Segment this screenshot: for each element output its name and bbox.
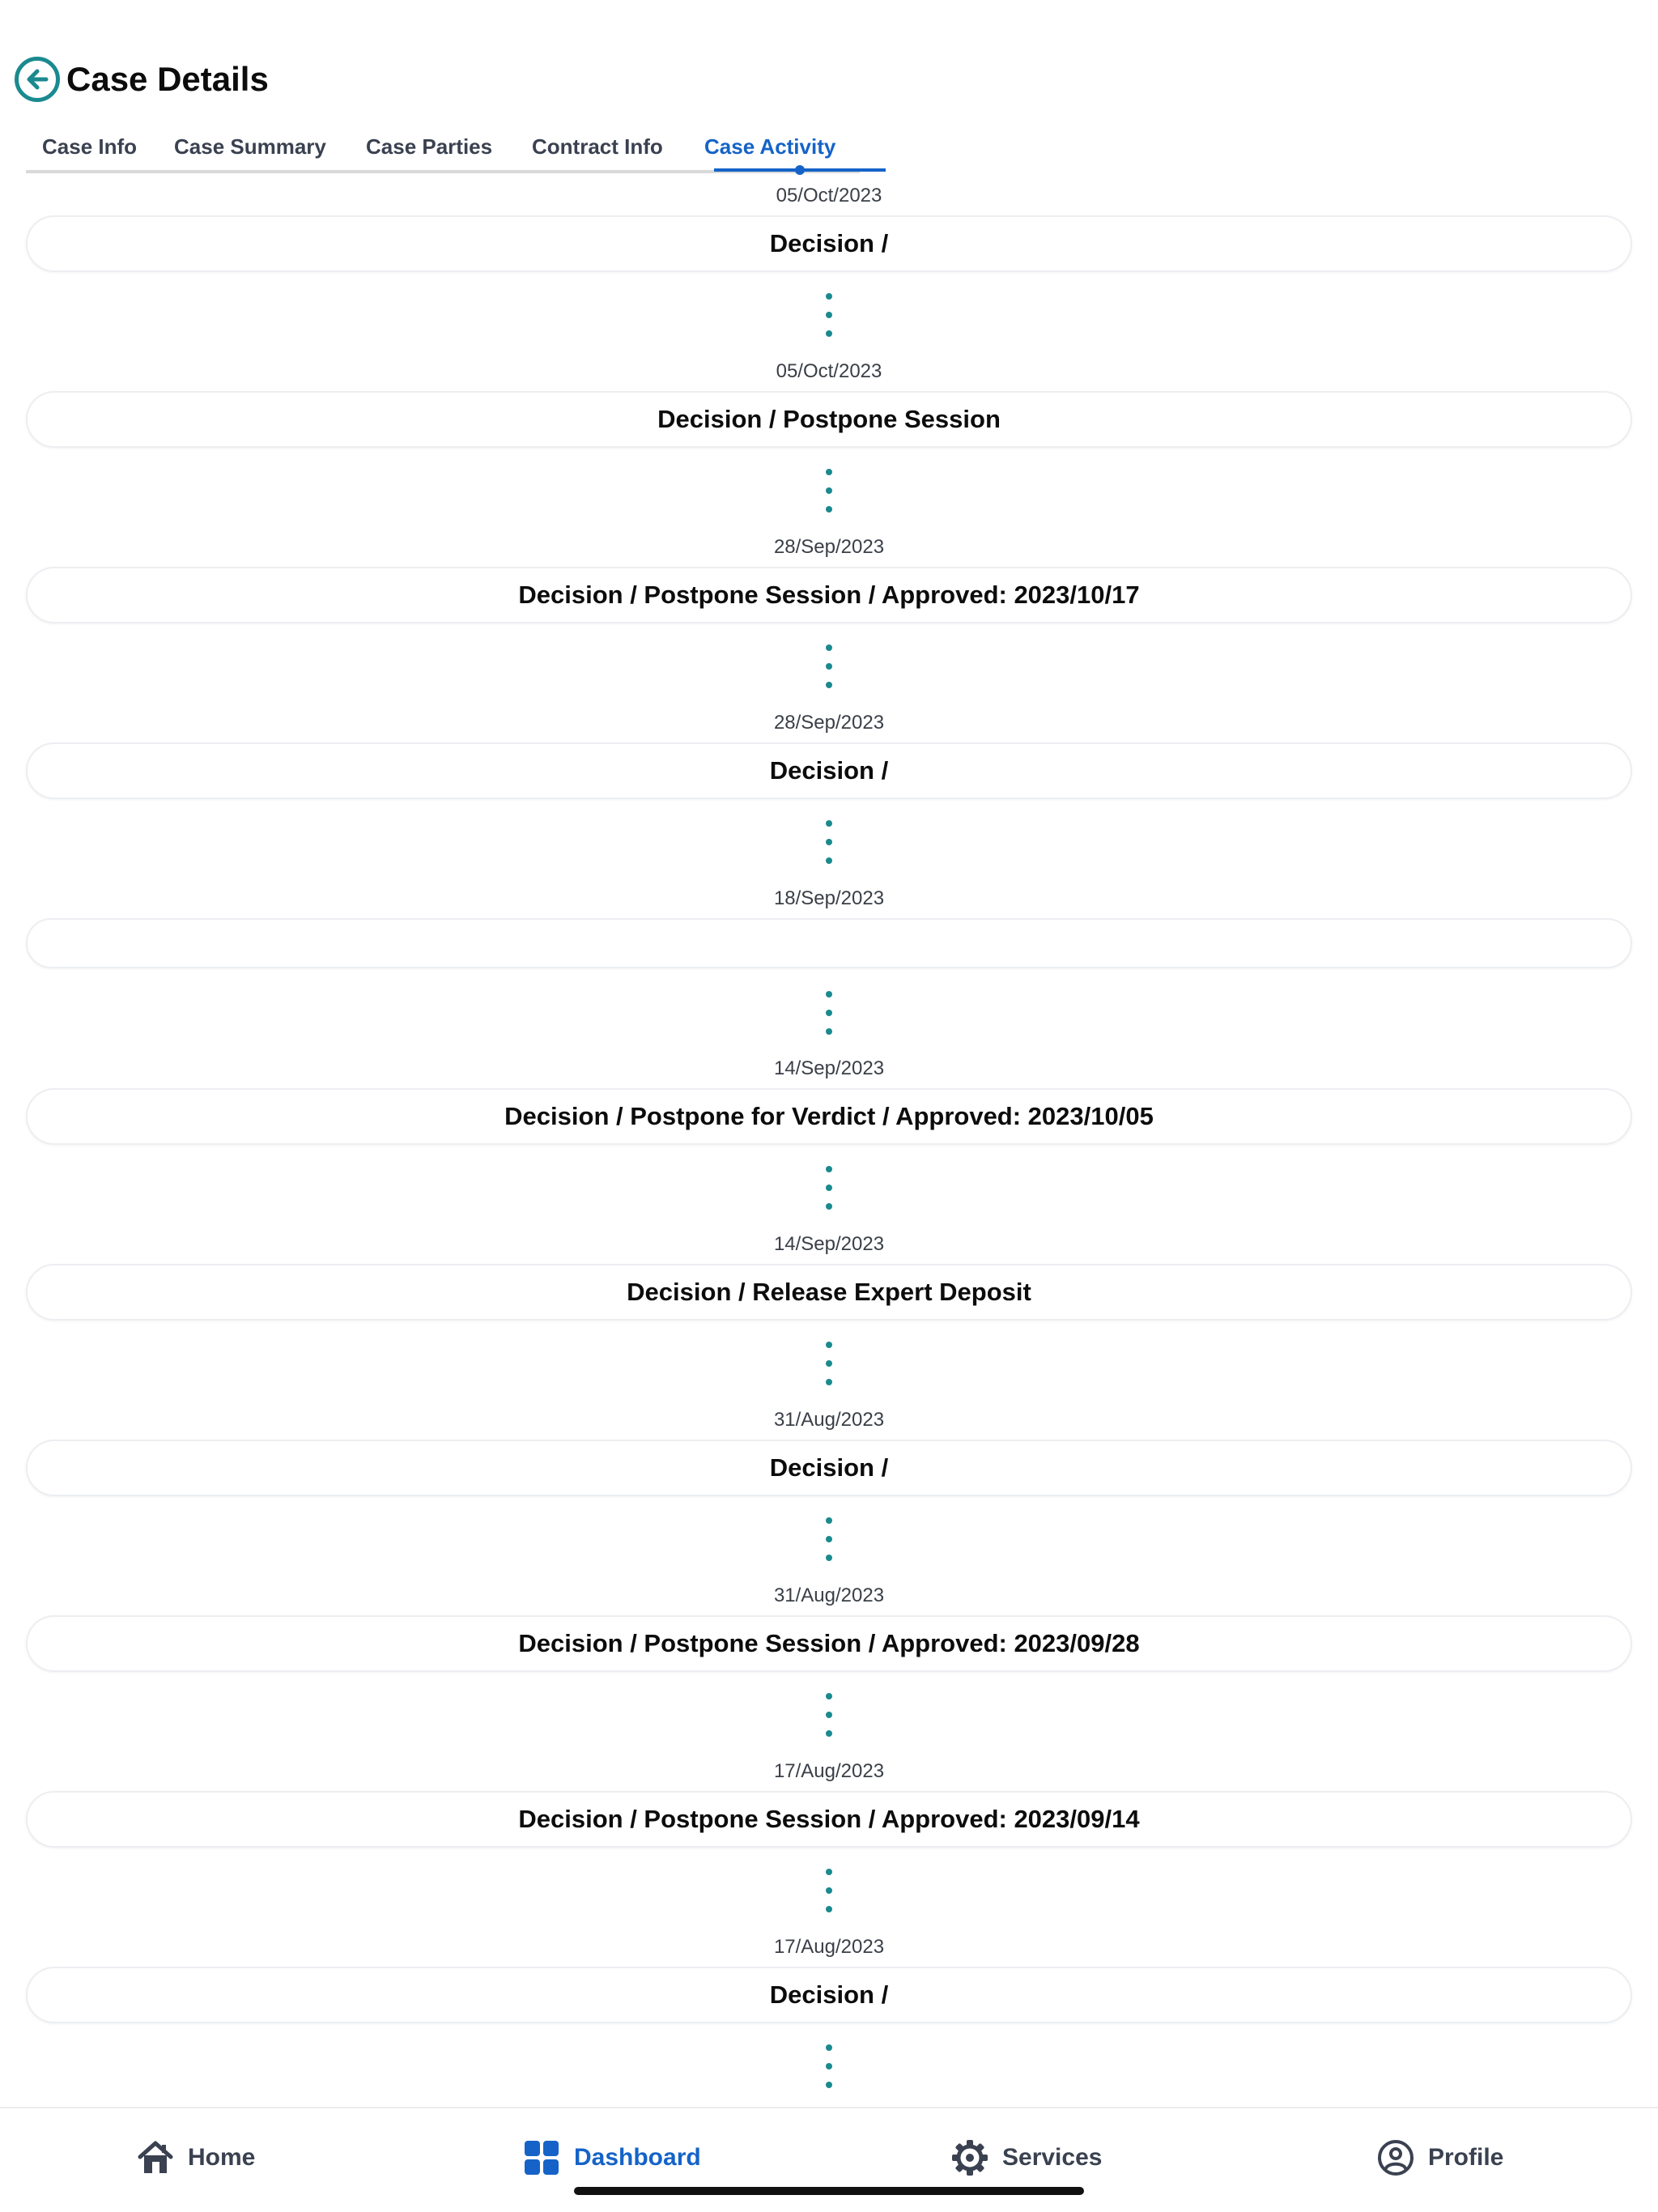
- timeline-connector: [823, 1869, 835, 1912]
- timeline-connector: [823, 1517, 835, 1561]
- nav-dashboard-label: Dashboard: [574, 2144, 701, 2171]
- activity-text: Decision / Postpone Session / Approved: 2023/10/17: [518, 581, 1140, 609]
- timeline-connector: [823, 2044, 835, 2088]
- activity-card[interactable]: [26, 215, 1632, 272]
- activity-card[interactable]: [26, 918, 1632, 968]
- page-header: [15, 53, 269, 105]
- entry-date: 31/Aug/2023: [773, 1585, 885, 1606]
- activity-card[interactable]: [26, 1264, 1632, 1321]
- tab-case-info[interactable]: Case Info: [42, 134, 138, 159]
- home-indicator[interactable]: [574, 2187, 1084, 2195]
- entry-date: 17/Aug/2023: [773, 1936, 885, 1958]
- activity-card[interactable]: [26, 567, 1632, 623]
- entry-date: 05/Oct/2023: [776, 360, 882, 382]
- timeline-entry: [0, 1406, 1658, 1581]
- entry-date: 14/Sep/2023: [773, 1233, 885, 1255]
- active-tab-dot: [795, 165, 805, 175]
- nav-services-label: Services: [1002, 2144, 1103, 2171]
- tab-case-summary[interactable]: Case Summary: [174, 134, 326, 159]
- timeline-connector: [823, 991, 835, 1035]
- arrow-left-circle-icon: [24, 66, 50, 92]
- activity-card[interactable]: [26, 1967, 1632, 2023]
- activity-text: Decision /: [769, 229, 889, 257]
- timeline-entry: [0, 533, 1658, 708]
- tab-case-activity[interactable]: Case Activity: [704, 134, 836, 159]
- timeline-entry: [0, 181, 1658, 357]
- nav-home-label: Home: [188, 2144, 256, 2171]
- timeline-entry: [0, 1054, 1658, 1230]
- user-circle-icon: [1376, 2138, 1415, 2177]
- tab-contract-info[interactable]: Contract Info: [532, 134, 663, 159]
- entry-date: 05/Oct/2023: [776, 185, 882, 206]
- activity-text: Decision / Postpone Session / Approved: 2023/09/28: [518, 1629, 1140, 1657]
- dashboard-grid-icon: [522, 2138, 561, 2177]
- activity-card[interactable]: [26, 1791, 1632, 1848]
- entry-date: 28/Sep/2023: [773, 712, 885, 734]
- nav-profile-label: Profile: [1428, 2144, 1504, 2171]
- tab-case-parties[interactable]: Case Parties: [366, 134, 493, 159]
- timeline-connector: [823, 644, 835, 688]
- entry-date: 28/Sep/2023: [773, 536, 885, 558]
- activity-text: Decision / Postpone for Verdict / Approved: 2023/10/05: [504, 1102, 1154, 1130]
- entry-date: 31/Aug/2023: [773, 1409, 885, 1431]
- timeline-connector: [823, 1342, 835, 1385]
- nav-profile[interactable]: [1376, 2138, 1503, 2178]
- activity-card[interactable]: [26, 1615, 1632, 1672]
- timeline-connector: [823, 1693, 835, 1737]
- timeline-connector: [823, 1166, 835, 1210]
- tab-bar: [26, 130, 860, 173]
- timeline-entry: [0, 1230, 1658, 1406]
- activity-text: Decision / Postpone Session: [657, 405, 1001, 433]
- timeline-entry: [0, 357, 1658, 533]
- back-button[interactable]: [15, 57, 60, 102]
- timeline-entry: [0, 1581, 1658, 1757]
- nav-services[interactable]: [950, 2138, 1102, 2178]
- activity-text: Decision / Release Expert Deposit: [627, 1278, 1031, 1306]
- nav-home[interactable]: [136, 2138, 255, 2178]
- activity-text: Decision / Postpone Session / Approved: 2023/09/14: [518, 1805, 1140, 1833]
- activity-text: Decision /: [769, 756, 889, 785]
- nav-dashboard[interactable]: [522, 2138, 701, 2178]
- timeline-connector: [823, 469, 835, 513]
- timeline-connector: [823, 820, 835, 864]
- home-icon: [136, 2138, 175, 2177]
- timeline-entry: [0, 884, 1658, 1054]
- timeline-connector: [823, 293, 835, 337]
- entry-date: 17/Aug/2023: [773, 1760, 885, 1782]
- timeline-entry: [0, 708, 1658, 884]
- entry-date: 18/Sep/2023: [773, 887, 885, 909]
- page-title: Case Details: [66, 60, 269, 98]
- activity-text: Decision /: [769, 1453, 889, 1482]
- activity-timeline: [0, 181, 1658, 2108]
- activity-card[interactable]: [26, 1440, 1632, 1496]
- activity-card[interactable]: [26, 742, 1632, 799]
- activity-card[interactable]: [26, 391, 1632, 448]
- timeline-entry: [0, 1757, 1658, 1933]
- bottom-nav-bar: [0, 2107, 1658, 2212]
- timeline-entry: [0, 1933, 1658, 2108]
- activity-text: Decision /: [769, 1980, 889, 2009]
- gear-icon: [950, 2138, 989, 2177]
- entry-date: 14/Sep/2023: [773, 1057, 885, 1079]
- activity-card[interactable]: [26, 1088, 1632, 1145]
